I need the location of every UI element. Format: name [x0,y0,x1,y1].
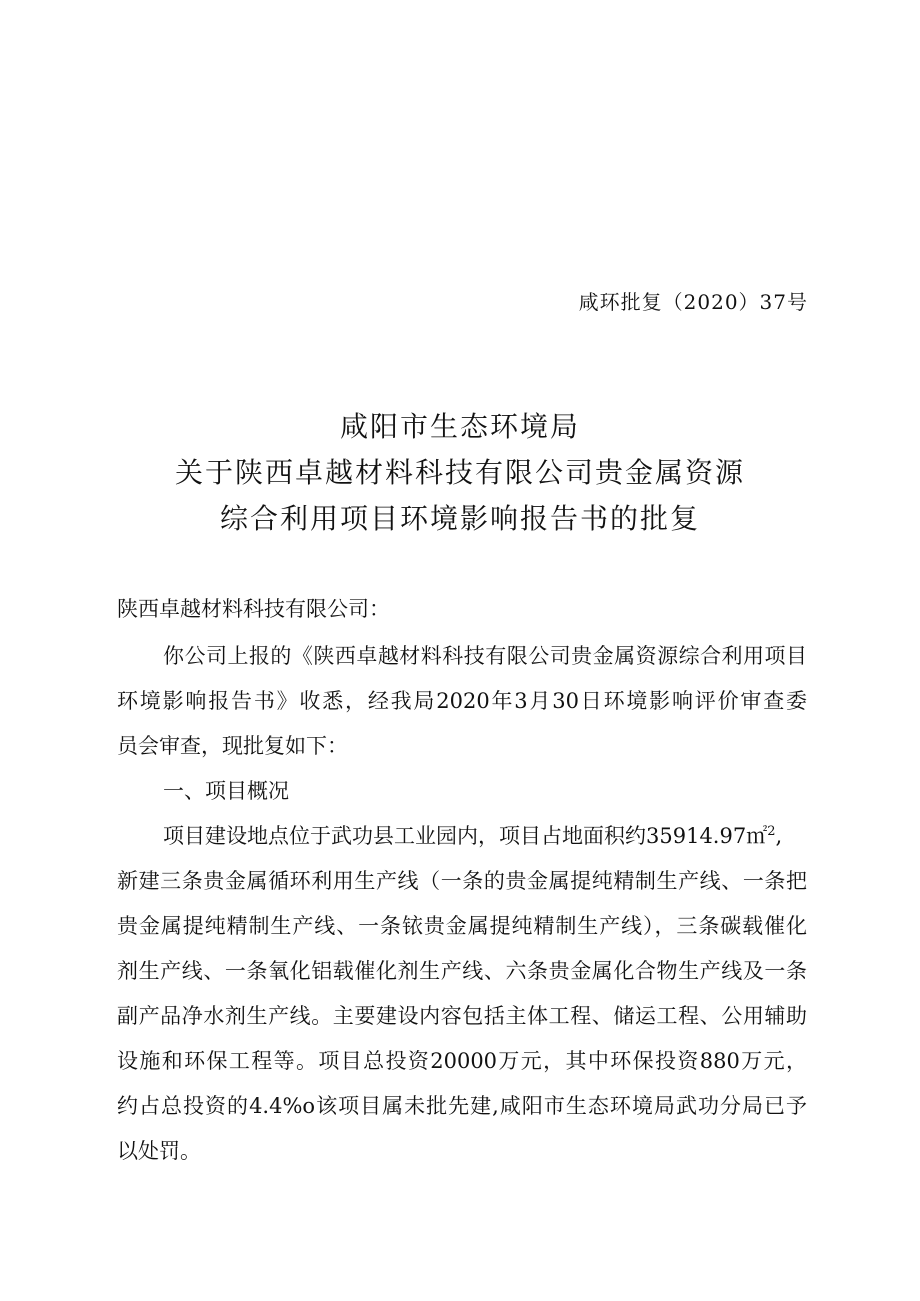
title-line-2: 关于陕西卓越材料科技有限公司贵金属资源 [174,456,745,489]
title-line-3: 综合利用项目环境影响报告书的批复 [219,502,700,535]
project-line-3: 贵金属提纯精制生产线、一条铱贵金属提纯精制生产线），三条碳载催化 [117,914,807,938]
addressee: 陕西卓越材料科技有限公司： [117,597,390,621]
document-number: 咸环批复（2020）37号 [578,290,808,314]
section-heading: 一、项目概况 [163,779,289,803]
project-line-8: 以处罚。 [117,1139,201,1163]
project-line-1-text: 项目建设地点位于武功县工业园内，项目占地面积约35914.97㎡ [163,824,768,848]
project-line-4: 剂生产线、一条氧化铝载催化剂生产线、六条贵金属化合物生产线及一条 [117,959,807,983]
section-heading-block [117,769,807,814]
area-superscript: 2 [767,824,776,839]
intro-paragraph [117,634,807,769]
project-overview-paragraph [117,814,807,1174]
intro-line-3: 员会审查，现批复如下： [117,734,348,758]
intro-line-1: 你公司上报的《陕西卓越材料科技有限公司贵金属资源综合利用项目 [163,644,807,668]
project-line-6: 设施和环保工程等。项目总投资20000万元，其中环保投资880万元， [117,1049,807,1073]
title-line-1: 咸阳市生态环境局 [339,410,580,443]
project-line-1 [117,814,807,859]
document-title [0,404,920,542]
project-line-7: 约占总投资的4.4%o该项目属未批先建,咸阳市生态环境局武功分局已予 [117,1094,807,1118]
intro-line-2: 环境影响报告书》收悉，经我局2020年3月30日环境影响评价审查委 [117,689,807,713]
project-line-1-tail: , [775,824,783,848]
project-line-5: 副产品净水剂生产线。主要建设内容包括主体工程、储运工程、公用辅助 [117,1004,807,1028]
project-line-2: 新建三条贵金属循环利用生产线（一条的贵金属提纯精制生产线、一条把 [117,869,807,893]
